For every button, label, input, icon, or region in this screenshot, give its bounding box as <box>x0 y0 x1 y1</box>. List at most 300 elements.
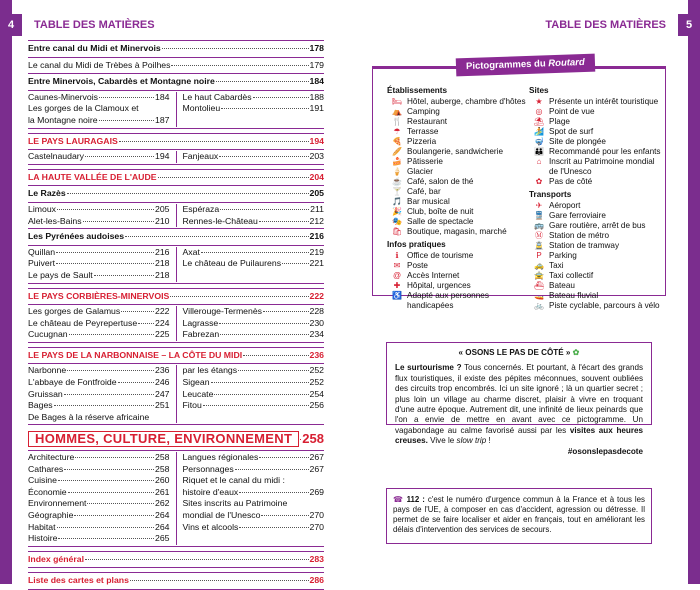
toc-entry-title: Cucugnan <box>28 329 68 340</box>
pictogram-icon: ⛺ <box>392 107 402 116</box>
hommes-title-box: HOMMES, CULTURE, ENVIRONNEMENT <box>28 431 299 447</box>
toc-entry-title: Habitat <box>28 521 56 532</box>
toc-entry[interactable] <box>183 365 325 377</box>
pictogram-item <box>387 187 527 197</box>
pictogram-item <box>387 301 527 311</box>
pictogram-label: Camping <box>407 107 440 116</box>
toc-columns-pyrenees <box>28 246 324 284</box>
toc-dots <box>219 156 308 157</box>
toc-section-row[interactable] <box>28 291 324 303</box>
pictogram-icon: 🤿 <box>534 137 544 146</box>
right-header <box>545 14 700 36</box>
toc-column <box>177 92 325 127</box>
toc-page-number: 212 <box>309 215 324 226</box>
toc-page-number: 270 <box>309 510 324 520</box>
toc-entry-title: mondial de l'Unesco <box>182 510 261 520</box>
right-page <box>350 0 700 584</box>
toc-page-number: 264 <box>155 521 170 532</box>
toc-dots <box>85 156 154 157</box>
toc-dots <box>99 120 154 121</box>
toc-page-number: 221 <box>309 258 324 269</box>
toc-entry-title: Les gorges de la Clamoux et <box>28 103 139 114</box>
toc-entry-title: la Montagne noire <box>28 114 98 125</box>
toc-entry-title: Le château de Puilaurens <box>182 258 282 269</box>
toc-entry[interactable] <box>28 318 170 330</box>
toc-columns-minervois <box>28 91 324 129</box>
toc-page-number: 252 <box>309 377 324 388</box>
toc-entry[interactable] <box>28 258 170 270</box>
toc-dots <box>125 236 308 237</box>
toc-dots <box>75 457 154 458</box>
toc-entry[interactable] <box>183 92 325 104</box>
toc-page-number: 218 <box>155 258 170 269</box>
pictogram-label: Café, salon de thé <box>407 177 474 186</box>
toc-entry[interactable] <box>28 216 170 228</box>
toc-page-number: 247 <box>155 388 170 399</box>
toc-entry[interactable] <box>183 389 325 401</box>
toc-dots <box>300 439 301 440</box>
toc-page-number: 211 <box>310 203 324 214</box>
pictogram-item <box>387 137 527 147</box>
toc-entry[interactable] <box>183 329 325 341</box>
toc-page-number: 188 <box>309 91 324 102</box>
pictogram-label: Taxi <box>549 261 564 270</box>
toc-section-row[interactable] <box>28 554 324 566</box>
toc-entry[interactable] <box>28 103 170 115</box>
toc-dots <box>85 559 308 560</box>
toc-entry[interactable] <box>28 522 170 534</box>
toc-entry[interactable] <box>183 306 325 318</box>
pictogram-label: Adapté aux personnes <box>407 291 489 300</box>
toc-entry-title: Bages <box>28 400 53 411</box>
toc-dots <box>118 382 154 383</box>
pictogram-label: Pas de côté <box>549 177 593 186</box>
toc-column <box>177 452 325 545</box>
toc-entry[interactable] <box>28 412 170 424</box>
toc-entry[interactable] <box>183 377 325 389</box>
toc-entry-title: Le haut Cabardès <box>182 91 252 102</box>
toc-entry[interactable] <box>183 151 325 163</box>
pictogram-label: Bar musical <box>407 197 450 206</box>
toc-entry-title: Espéraza <box>182 203 220 214</box>
osons-italic: slow trip <box>456 436 487 446</box>
toc-entry-title: Castelnaudary <box>28 151 85 162</box>
toc-section-row[interactable] <box>28 43 324 55</box>
left-page <box>0 0 350 584</box>
pictogram-item <box>529 251 663 261</box>
toc-page-number: 256 <box>309 400 324 411</box>
toc-entry[interactable] <box>28 365 170 377</box>
toc-entry-title: Langues régionales <box>182 452 259 463</box>
pictogram-label: Station de métro <box>549 231 610 240</box>
toc-entry-title: Sigean <box>182 377 210 388</box>
pictogram-icon: Ⓜ <box>535 231 543 240</box>
toc-section-minervois[interactable] <box>28 74 324 91</box>
toc-entry-title: Géographie <box>28 510 74 520</box>
toc-entry-title: Les Pyrénées audoises <box>28 231 125 242</box>
toc-page-number: 224 <box>155 317 170 328</box>
pictogram-icon: 🍦 <box>392 167 402 176</box>
toc-page-number: 254 <box>309 388 324 399</box>
pictogram-label: Glacier <box>407 167 433 176</box>
pictogram-item <box>529 107 663 117</box>
toc-section-row[interactable] <box>28 76 324 88</box>
pictogram-icon: 🍰 <box>392 157 402 166</box>
pictogram-label: Poste <box>407 261 428 270</box>
toc-section-pyrenees[interactable] <box>28 229 324 246</box>
toc-columns-razes <box>28 203 324 229</box>
toc-page-number: 187 <box>155 114 170 125</box>
toc-section-row[interactable] <box>28 350 324 362</box>
toc-section-lauragais[interactable] <box>28 133 324 151</box>
toc-entry-title: Histoire <box>28 533 58 544</box>
pictogram-item <box>387 207 527 217</box>
pictogram-label: Site de plongée <box>549 137 606 146</box>
toc-section-liste[interactable] <box>28 572 324 590</box>
toc-page-number: 216 <box>155 246 170 257</box>
pictogram-icon: 🍴 <box>392 117 402 126</box>
toc-dots <box>54 405 154 406</box>
toc-page-number: 260 <box>155 475 170 486</box>
toc-column <box>177 306 325 341</box>
toc-entry[interactable] <box>28 204 170 216</box>
toc-entry-title: L'abbaye de Fontfroide <box>28 377 117 388</box>
pictogram-icon: ℹ <box>395 251 399 260</box>
toc-entry[interactable] <box>183 258 325 270</box>
toc-dots <box>216 81 309 82</box>
pictogram-label: de l'Unesco <box>549 167 592 176</box>
osons-tail2: ! <box>486 436 491 446</box>
toc-page-number: 262 <box>155 498 170 509</box>
toc-entry-title: Gruissan <box>28 388 63 399</box>
toc-entry-title: Architecture <box>28 452 75 463</box>
toc-entry[interactable] <box>28 400 170 412</box>
toc-entry[interactable] <box>28 475 170 487</box>
toc-entry[interactable] <box>28 487 170 499</box>
pictogram-icon: ⛱ <box>533 117 545 126</box>
toc-section-hommes[interactable] <box>28 431 324 450</box>
toc-column <box>28 452 177 545</box>
toc-entry-title: par les étangs <box>182 365 238 376</box>
toc-dots <box>68 492 154 493</box>
pictogram-label: Pâtisserie <box>407 157 443 166</box>
pictogram-item <box>529 261 663 271</box>
toc-entry[interactable] <box>183 464 325 476</box>
page-edge-right <box>688 0 700 584</box>
toc-page-number: 264 <box>155 510 170 520</box>
toc-entry[interactable] <box>28 92 170 104</box>
toc-dots <box>220 334 308 335</box>
toc-entry[interactable] <box>28 389 170 401</box>
toc-entry[interactable] <box>183 318 325 330</box>
pictogram-icon: 👪 <box>534 147 544 156</box>
pictogram-label: Hôtel, auberge, chambre d'hôtes <box>407 97 526 106</box>
pictogram-item <box>529 117 663 127</box>
toc-entry-title: Rennes-le-Château <box>182 215 258 226</box>
pictogram-item <box>529 137 663 147</box>
infos-heading: Infos pratiques <box>387 240 446 249</box>
pictogram-item <box>529 231 663 241</box>
toc-entry[interactable] <box>28 60 324 72</box>
pictogram-label: Taxi collectif <box>549 271 594 280</box>
pictogram-icon: P <box>536 251 542 260</box>
toc-entry[interactable] <box>183 103 325 115</box>
toc-entry[interactable] <box>28 498 170 510</box>
pictogram-icon: @ <box>392 271 402 280</box>
toc-page-number: 205 <box>309 188 324 199</box>
toc-dots <box>263 311 308 312</box>
osons-body-text: Tous concernés. Et pourtant, à l'écart des grands flux touristiques, il existe des pépites méconnues, souvent oubliées des circuits trop encombrés. Ici un site ignoré ; là un quartier secret ; plus loin un village au charme discret, plaisir à vivre en troquant d'une autre époque. Autrement dit, une infinité de lieux peinards que l'on a envie de mettre en avant avec ce pictogramme. Un vagabondage au calme favorisé aussi par les <box>395 363 643 435</box>
toc-column <box>177 365 325 423</box>
pictogram-label: Inscrit au Patrimoine mondial <box>549 157 655 166</box>
toc-section-canal[interactable] <box>28 40 324 58</box>
pictogram-item <box>529 281 663 291</box>
pictogram-item <box>387 197 527 207</box>
toc-page-number: 210 <box>155 215 170 226</box>
toc-page-number: 204 <box>309 171 324 182</box>
toc-entry[interactable] <box>28 329 170 341</box>
toc-entry[interactable] <box>28 270 170 282</box>
toc-section-row[interactable] <box>28 172 324 184</box>
toc-page-number: 184 <box>309 76 324 87</box>
pictogram-label: Restaurant <box>407 117 448 126</box>
toc-entry-title: Lagrasse <box>182 317 219 328</box>
toc-section-row[interactable] <box>28 188 324 200</box>
leaf-icon: ✿ <box>572 348 580 357</box>
pictogram-label: handicapées <box>407 301 454 310</box>
toc-page-number: 265 <box>155 533 170 544</box>
toc-entry[interactable] <box>183 487 325 499</box>
toc-entry-title: Le Razès <box>28 188 66 199</box>
toc-page-number: 236 <box>309 349 324 360</box>
toc-dots <box>239 527 308 528</box>
toc-page-number: 270 <box>309 521 324 532</box>
pictogram-item <box>387 107 527 117</box>
toc-section-row[interactable] <box>28 136 324 148</box>
pictogram-label: Club, boîte de nuit <box>407 207 474 216</box>
toc-dots <box>162 48 309 49</box>
toc-page-number: 230 <box>309 317 324 328</box>
pictogram-label: Salle de spectacle <box>407 217 474 226</box>
pictogram-item <box>529 201 663 211</box>
toc-section-narbonnaise[interactable] <box>28 347 324 365</box>
pictograms-title-brand: Routard <box>548 56 585 70</box>
toc-column <box>177 151 325 163</box>
pictogram-item <box>387 97 527 107</box>
toc-columns-narbonnaise <box>28 364 324 425</box>
toc-entry-title: LE PAYS CORBIÈRES-MINERVOIS <box>28 290 170 301</box>
toc-entry-title: Vins et alcools <box>182 521 239 532</box>
osons-bold-end: visites aux heures creuses. <box>395 425 643 446</box>
emergency-number: 112 : <box>406 495 425 504</box>
phone-icon: ☎ <box>393 495 404 504</box>
toc-entry[interactable] <box>28 533 170 545</box>
emergency-box <box>386 488 652 544</box>
toc-dots <box>203 405 309 406</box>
pictogram-label: Piste cyclable, parcours à vélo <box>549 301 660 310</box>
pictograms-column-left <box>387 85 527 311</box>
etablissements-heading: Établissements <box>387 86 448 95</box>
toc-section-row[interactable] <box>28 231 324 243</box>
pictogram-icon: 🥖 <box>392 147 402 156</box>
pictogram-label: Plage <box>549 117 570 126</box>
toc-sub-canal <box>28 58 324 75</box>
toc-page-number: 283 <box>309 553 324 564</box>
toc-dots <box>67 193 309 194</box>
pictogram-icon: 🚊 <box>534 241 544 250</box>
toc-dots <box>56 252 154 253</box>
pictograms-title-prefix: Pictogrammes du <box>465 58 549 73</box>
toc-dots <box>201 252 309 253</box>
pictogram-label: Recommandé pour les enfants <box>549 147 661 156</box>
pictogram-label: Point de vue <box>549 107 595 116</box>
toc-entry-title: Environnement <box>28 498 87 509</box>
pictogram-icon <box>529 167 549 177</box>
osons-lead: Le surtourisme ? <box>395 363 462 373</box>
toc-dots <box>87 503 154 504</box>
pictogram-item <box>387 167 527 177</box>
toc-entry-title: Personnages <box>182 463 234 474</box>
toc-entry-title: Économie <box>28 486 67 497</box>
toc-dots <box>243 355 308 356</box>
toc-entry-title: Puivert <box>28 258 56 269</box>
toc-section-razes[interactable] <box>28 186 324 203</box>
pictogram-label: Présente un intérêt touristique <box>549 97 659 106</box>
page-number-left: 4 <box>0 14 22 36</box>
toc-page-number: 258 <box>302 431 324 447</box>
pictogram-icon: ♿ <box>392 291 402 300</box>
toc-page-number: 258 <box>155 463 170 474</box>
pictogram-icon: 🏄 <box>534 127 544 136</box>
pictogram-icon: 🚌 <box>534 221 544 230</box>
toc-dots <box>219 323 308 324</box>
emergency-text: c'est le numéro d'urgence commun à la France et à tous les pays de l'UE, à composer en cas d'accident, agression ou détresse. Il permet de se faire localiser et aider en français, tout en améliorant les délais d'intervention des services de secours. <box>393 495 645 534</box>
toc-entry[interactable] <box>28 306 170 318</box>
toc-entry-title: Index général <box>28 553 85 564</box>
toc-entry[interactable] <box>28 247 170 259</box>
toc-dots <box>64 469 154 470</box>
toc-entry[interactable] <box>183 204 325 216</box>
toc-page-number: 252 <box>309 365 324 376</box>
toc-entry[interactable] <box>28 464 170 476</box>
toc-dots <box>130 580 309 581</box>
pictogram-label: Café, bar <box>407 187 441 196</box>
toc-entry-title: De Bages à la réserve africaine <box>28 411 150 422</box>
pictogram-icon: ◎ <box>535 107 543 116</box>
toc-entry[interactable] <box>183 510 325 522</box>
toc-page-number: 216 <box>309 231 324 242</box>
toc-page-number: 267 <box>309 463 324 474</box>
toc-page-number: 258 <box>155 452 170 463</box>
toc-page-number: 178 <box>309 43 324 53</box>
toc-dots <box>56 263 154 264</box>
pictogram-label: Pizzeria <box>407 137 437 146</box>
osons-hashtag: #osonslepasdecote <box>567 446 643 456</box>
toc-page-number: 225 <box>155 329 170 340</box>
pictogram-icon: ✚ <box>393 281 401 290</box>
pictogram-icon: 🚤 <box>534 291 544 300</box>
toc-entry-title: LA HAUTE VALLÉE DE L'AUDE <box>28 171 157 182</box>
sites-list <box>529 97 663 187</box>
toc-dots <box>261 515 308 516</box>
toc-dots <box>214 394 308 395</box>
pictogram-icon: ★ <box>535 97 543 106</box>
toc-entry[interactable] <box>183 247 325 259</box>
toc-entry[interactable] <box>28 377 170 389</box>
toc-entry[interactable] <box>28 452 170 464</box>
toc-page-number: 246 <box>155 377 170 388</box>
osons-title-text: « OSONS LE PAS DE CÔTÉ » <box>458 348 571 357</box>
pictograms-column-right <box>529 85 663 311</box>
pictogram-icon: 🍸 <box>392 187 402 196</box>
toc-entry[interactable] <box>183 452 325 464</box>
pictogram-icon: 🎵 <box>392 197 402 206</box>
pictogram-item <box>529 291 663 301</box>
toc-page-number: 236 <box>155 365 170 376</box>
toc-entry[interactable] <box>183 400 325 412</box>
toc-section-index[interactable] <box>28 551 324 569</box>
toc-entry-title: Fitou <box>182 400 202 411</box>
pictogram-icon: ☕ <box>392 177 402 186</box>
toc-entry-title: Fanjeaux <box>182 151 219 162</box>
pictogram-label: Bateau fluvial <box>549 291 599 300</box>
pictogram-label: Terrasse <box>407 127 439 136</box>
pictogram-icon: 🚕 <box>534 261 544 270</box>
toc-section-corbieres[interactable] <box>28 288 324 306</box>
pictogram-label: Office de tourisme <box>407 251 474 260</box>
toc-dots <box>238 370 308 371</box>
pictogram-label: Boulangerie, sandwicherie <box>407 147 504 156</box>
pictogram-item <box>387 281 527 291</box>
toc-dots <box>259 221 309 222</box>
toc-dots <box>170 296 308 297</box>
toc-entry[interactable] <box>28 115 170 127</box>
pictogram-icon: ✿ <box>535 177 543 186</box>
toc-entry[interactable] <box>183 216 325 228</box>
toc-page-number: 222 <box>155 306 170 317</box>
toc-entry-title: Quillan <box>28 246 56 257</box>
toc-entry-title: LE PAYS LAURAGAIS <box>28 135 118 146</box>
toc-entry-title: Liste des cartes et plans <box>28 575 129 586</box>
toc-section-row[interactable] <box>28 575 324 587</box>
toc-entry[interactable] <box>183 498 325 510</box>
etablissements-list <box>387 97 527 237</box>
toc-columns-hommes <box>28 450 324 547</box>
toc-entry[interactable] <box>183 522 325 534</box>
pictogram-item <box>387 251 527 261</box>
toc-page-number: 203 <box>309 151 324 162</box>
toc-entry[interactable] <box>28 510 170 522</box>
pictogram-label: Accès Internet <box>407 271 460 280</box>
pictogram-item <box>529 301 663 311</box>
toc-section-aude[interactable] <box>28 169 324 187</box>
pictogram-label: Hôpital, urgences <box>407 281 471 290</box>
pictogram-icon <box>387 301 407 311</box>
pictogram-item <box>529 177 663 187</box>
toc-page-number: 222 <box>309 290 324 301</box>
toc-entry-title: Le château de Peyrepertuse <box>28 317 138 328</box>
toc-dots <box>64 394 154 395</box>
toc-entry[interactable] <box>28 151 170 163</box>
pictogram-icon: 🛏 <box>391 97 403 106</box>
toc-entry[interactable] <box>183 475 325 487</box>
toc-dots <box>99 97 154 98</box>
toc-dots <box>239 492 308 493</box>
toc-dots <box>221 108 308 109</box>
toc-entry-title: Sites inscrits au Patrimoine <box>182 498 288 509</box>
toc-entry-title: Leucate <box>182 388 214 399</box>
pictogram-icon: ☂ <box>393 127 401 136</box>
